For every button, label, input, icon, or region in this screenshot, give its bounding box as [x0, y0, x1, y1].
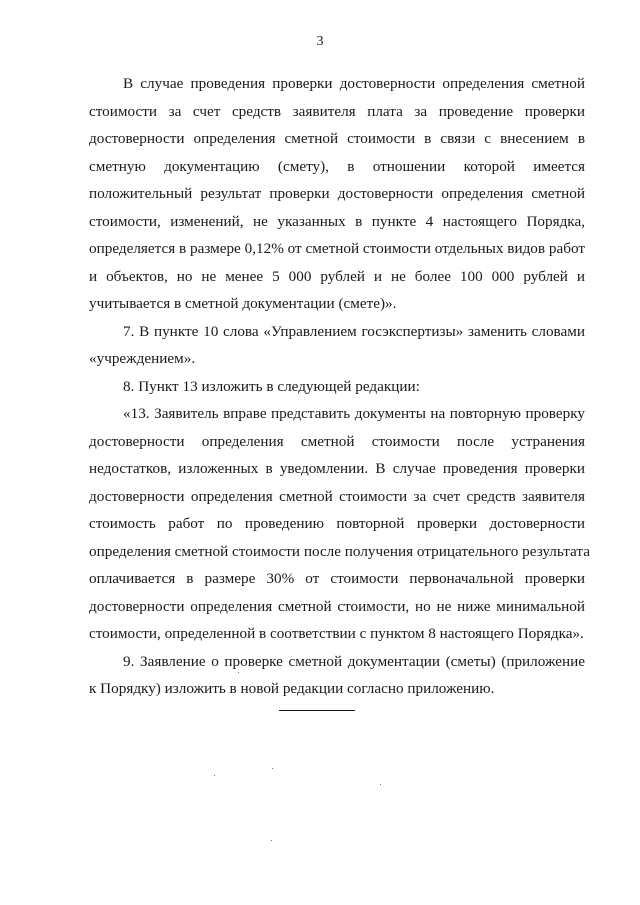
text-line: стоимости, изменений, не указанных в пункте 4 настоящего Порядка,: [89, 212, 585, 230]
scan-speck: [272, 768, 273, 769]
text-line: 9. Заявление о проверке сметной документации (сметы) (приложение: [123, 652, 585, 670]
text-line: определяется в размере 0,12% от сметной стоимости отдельных видов работ: [89, 240, 585, 257]
text-line: достоверности определения сметной стоимости в связи с внесением в: [89, 130, 585, 147]
text-line: определения сметной стоимости после получения отрицательного результата: [89, 542, 590, 560]
text-line: достоверности определения сметной стоимости, но не ниже минимальной: [89, 597, 585, 615]
scan-speck: [380, 784, 381, 785]
text-line: к Порядку) изложить в новой редакции согласно приложению.: [89, 680, 495, 697]
text-line: стоимость работ по проведению повторной проверки достоверности: [89, 515, 585, 532]
text-line: достоверности определения сметной стоимости после устранения: [89, 432, 585, 450]
paragraph-item-8: [89, 373, 585, 401]
text-line: достоверности определения сметной стоимости за счет средств заявителя: [89, 487, 585, 505]
text-line: оплачивается в размере 30% от стоимости первоначальной проверки: [89, 570, 585, 587]
document-body: [89, 70, 590, 703]
text-line: и объектов, но не менее 5 000 рублей и не более 100 000 рублей и: [89, 267, 585, 285]
text-line: 8. Пункт 13 изложить в следующей редакции:: [123, 377, 420, 395]
text-line: «13. Заявитель вправе представить документы на повторную проверку: [123, 405, 585, 422]
text-line: стоимости за счет средств заявителя плата за проведение проверки: [89, 102, 585, 120]
paragraph-cost-fee: [89, 70, 585, 318]
text-line: «учреждением».: [89, 350, 196, 367]
scan-speck: [214, 775, 215, 776]
page-number: 3: [316, 34, 324, 49]
closing-rule: [279, 710, 355, 711]
text-line: учитывается в сметной документации (смете)».: [89, 295, 397, 312]
text-line: сметную документацию (смету), в отношении которой имеется: [89, 157, 585, 175]
text-line: В случае проведения проверки достоверности определения сметной: [123, 75, 585, 92]
text-line: недостатков, изложенных в уведомлении. В случае проведения проверки: [89, 460, 585, 477]
paragraph-item-13-text: [89, 400, 590, 648]
paragraph-item-7: [89, 318, 585, 373]
text-line: 7. В пункте 10 слова «Управлением госэкспертизы» заменить словами: [123, 322, 585, 340]
scan-speck: [238, 672, 239, 673]
scan-speck: [271, 840, 272, 841]
text-line: стоимости, определенной в соответствии с пунктом 8 настоящего Порядка».: [89, 625, 584, 642]
text-line: положительный результат проверки достоверности определения сметной: [89, 185, 585, 202]
paragraph-item-9: [89, 648, 585, 703]
